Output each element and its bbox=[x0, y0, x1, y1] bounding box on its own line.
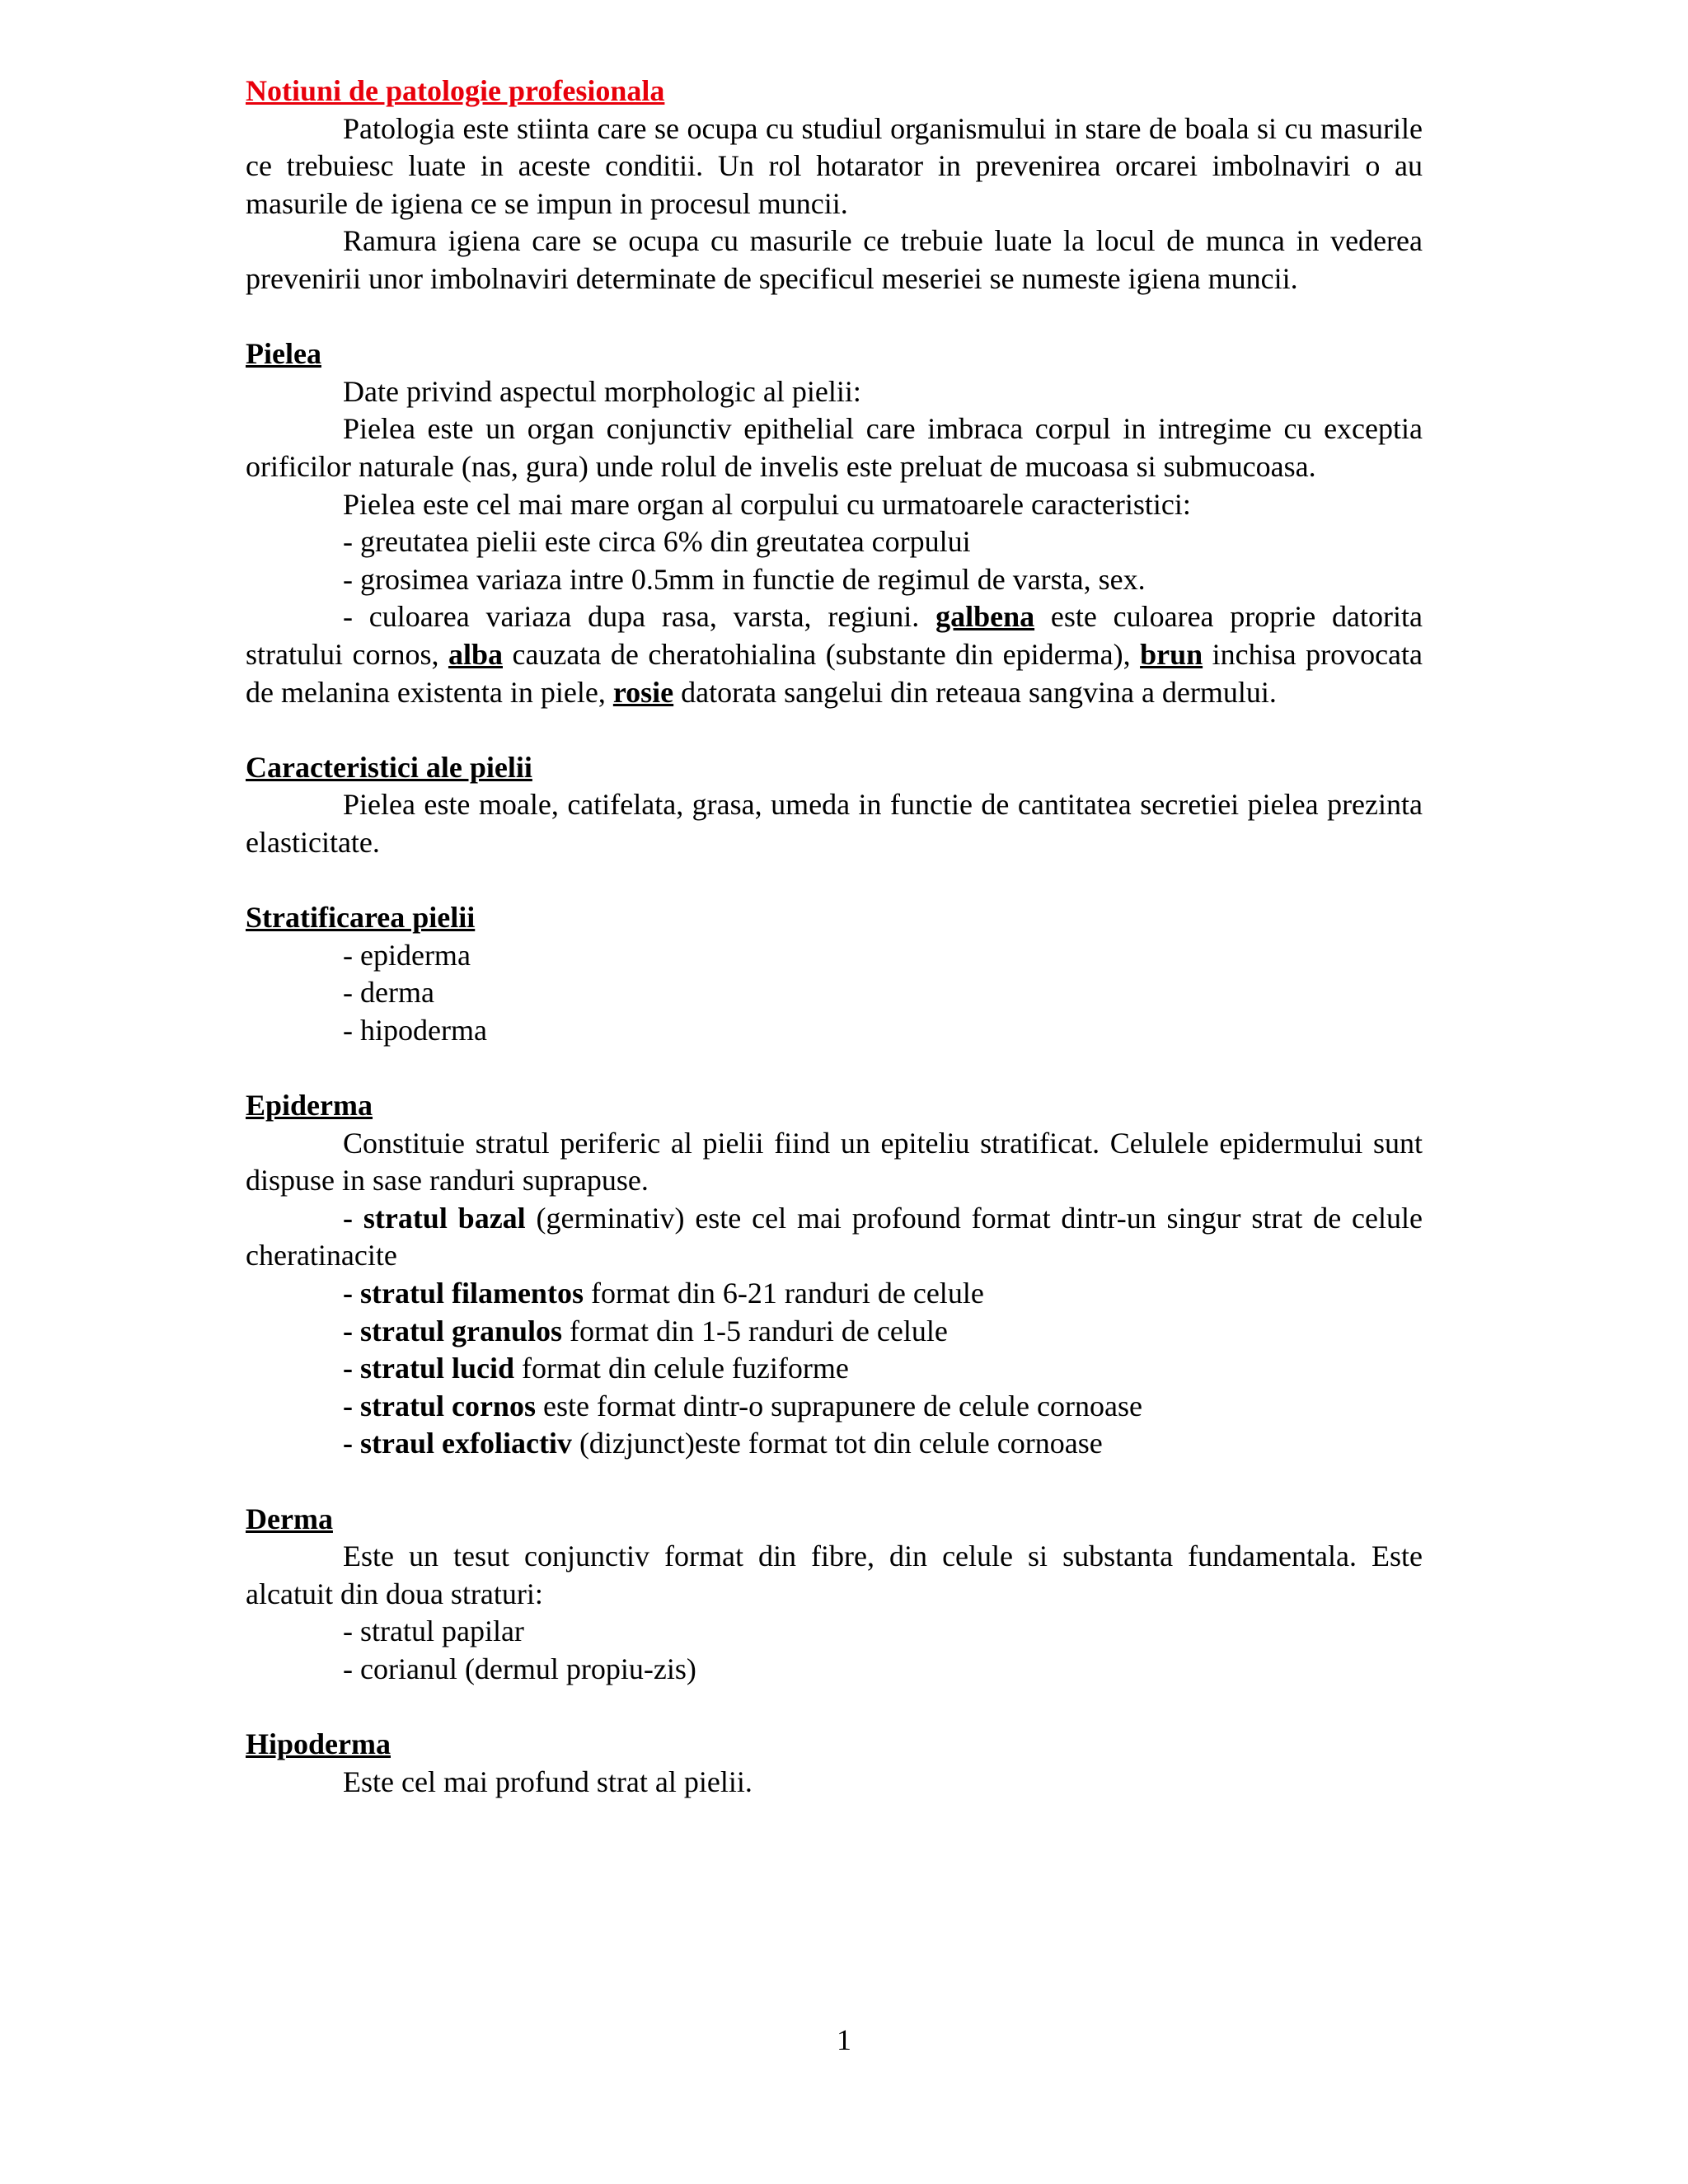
list-item: - epiderma bbox=[343, 938, 471, 972]
section-heading-hipoderma: Hipoderma bbox=[246, 1727, 391, 1761]
list-item: - grosimea variaza intre 0.5mm in functie de regimul de varsta, sex. bbox=[343, 562, 1146, 596]
pielea-color-paragraph bbox=[246, 598, 1423, 711]
section-heading-caracteristici: Caracteristici ale pielii bbox=[246, 750, 532, 784]
epiderma-layer bbox=[246, 1275, 1423, 1313]
color-keyword: alba bbox=[448, 637, 503, 671]
layer-text: (germinativ) este cel mai profound format dintr-un singur strat de celule cheratinacite bbox=[246, 1201, 1423, 1272]
list-item: - hipoderma bbox=[343, 1013, 487, 1047]
derma-paragraph: Este un tesut conjunctiv format din fibre, din celule si substanta fundamentala. Este alcatuit din doua straturi: bbox=[246, 1540, 1423, 1610]
color-text: este culoarea proprie datorita stratului cornos, bbox=[246, 600, 1423, 671]
section-heading-stratificarea: Stratificarea pielii bbox=[246, 901, 476, 935]
color-text: cauzata de cheratohialina (substante din epiderma), bbox=[502, 637, 1141, 671]
epiderma-layer bbox=[246, 1350, 1423, 1388]
layer-name: - stratul bazal bbox=[343, 1201, 526, 1235]
pielea-paragraph-1: Pielea este un organ conjunctiv epithelial care imbraca corpul in intregime cu exceptia orificilor naturale (nas, gura) unde rolul de invelis este preluat de mucoasa si submucoasa. bbox=[246, 412, 1423, 483]
list-item: - corianul (dermul propiu-zis) bbox=[343, 1652, 696, 1685]
intro-paragraph-2: Ramura igiena care se ocupa cu masurile ce trebuie luate la locul de munca in vederea prevenirii unor imbolnaviri determinate de specificul meseriei se numeste igiena muncii. bbox=[246, 224, 1423, 295]
section-heading-epiderma: Epiderma bbox=[246, 1089, 373, 1122]
list-item: - stratul papilar bbox=[343, 1615, 524, 1648]
layer-text: format din 6-21 randuri de celule bbox=[583, 1277, 984, 1310]
section-heading-derma: Derma bbox=[246, 1502, 333, 1535]
epiderma-layer bbox=[246, 1425, 1423, 1463]
epiderma-paragraph: Constituie stratul periferic al pielii fiind un epiteliu stratificat. Celulele epidermului sunt dispuse in sase randuri suprapuse. bbox=[246, 1126, 1423, 1197]
color-text: datorata sangelui din reteaua sangvina a dermului. bbox=[673, 675, 1277, 709]
document-page bbox=[246, 73, 1423, 1801]
section-heading-pielea: Pielea bbox=[246, 337, 321, 371]
list-item: - derma bbox=[343, 976, 434, 1010]
document-title: Notiuni de patologie profesionala bbox=[246, 74, 665, 107]
epiderma-layer bbox=[246, 1200, 1423, 1275]
list-item: - greutatea pielii este circa 6% din greutatea corpului bbox=[343, 525, 971, 559]
pielea-line-1: Date privind aspectul morphologic al pielii: bbox=[343, 374, 861, 408]
color-keyword: brun bbox=[1140, 637, 1203, 671]
page-number: 1 bbox=[837, 2023, 851, 2056]
layer-name: - stratul granulos bbox=[343, 1314, 563, 1347]
layer-name: - stratul lucid bbox=[343, 1352, 515, 1385]
color-keyword: galbena bbox=[935, 600, 1035, 634]
layer-name: - stratul cornos bbox=[343, 1389, 536, 1422]
layer-text: format din 1-5 randuri de celule bbox=[562, 1314, 948, 1347]
epiderma-layer bbox=[246, 1388, 1423, 1426]
hipoderma-paragraph: Este cel mai profund strat al pielii. bbox=[343, 1765, 753, 1798]
color-text: inchisa provocata de melanina existenta in piele, bbox=[246, 637, 1423, 709]
caracteristici-paragraph: Pielea este moale, catifelata, grasa, umeda in functie de cantitatea secretiei pielea prezinta elasticitate. bbox=[246, 788, 1423, 859]
layer-text: format din celule fuziforme bbox=[514, 1352, 849, 1385]
color-text: - culoarea variaza dupa rasa, varsta, regiuni. bbox=[343, 600, 936, 634]
intro-paragraph-1: Patologia este stiinta care se ocupa cu studiul organismului in stare de boala si cu masurile ce trebuiesc luate in aceste conditii. Un rol hotarator in prevenirea orcarei imbolnaviri o au masurile de igiena ce se impun in procesul muncii. bbox=[246, 111, 1423, 220]
layer-text: (dizjunct)este format tot din celule cornoase bbox=[571, 1427, 1103, 1460]
layer-name: - stratul filamentos bbox=[343, 1277, 584, 1310]
layer-text: este format dintr-o suprapunere de celule cornoase bbox=[535, 1389, 1142, 1422]
epiderma-layer bbox=[246, 1313, 1423, 1351]
color-keyword: rosie bbox=[612, 675, 674, 709]
layer-name: - straul exfoliactiv bbox=[343, 1427, 572, 1460]
pielea-paragraph-2: Pielea este cel mai mare organ al corpului cu urmatoarele caracteristici: bbox=[343, 487, 1191, 521]
